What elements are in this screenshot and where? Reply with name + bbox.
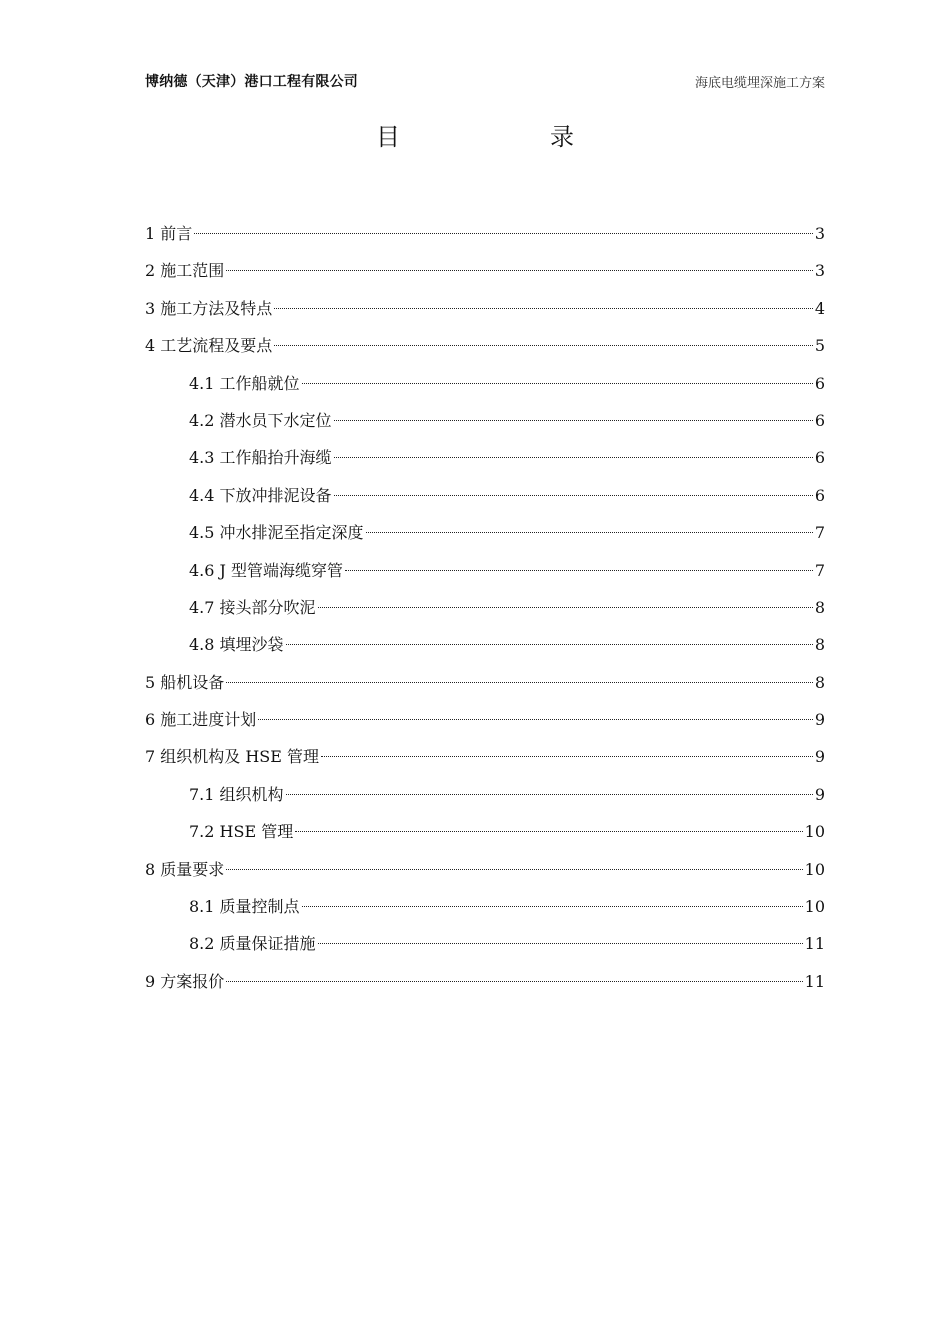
- toc-dot-leader: [321, 756, 813, 757]
- toc-entry[interactable]: [145, 589, 825, 626]
- toc-entry-title: 4.7 接头部分吹泥: [189, 597, 316, 617]
- toc-entry[interactable]: [145, 851, 825, 888]
- toc-dot-leader: [226, 869, 802, 870]
- toc-entry-page-number: 10: [804, 897, 825, 917]
- toc-entry-page-number: 7: [814, 560, 825, 580]
- toc-entry[interactable]: [145, 402, 825, 439]
- toc-entry[interactable]: [145, 290, 825, 327]
- toc-dot-leader: [226, 981, 802, 982]
- toc-dot-leader: [258, 719, 813, 720]
- toc-entry-title: 4.4 下放冲排泥设备: [189, 485, 332, 505]
- toc-entry-page-number: 7: [814, 523, 825, 543]
- toc-entry[interactable]: [145, 514, 825, 551]
- toc-entry-title: 8.1 质量控制点: [189, 897, 300, 917]
- toc-entry-page-number: 6: [814, 373, 825, 393]
- toc-entry-title: 1 前言: [145, 224, 193, 243]
- toc-dot-leader: [334, 420, 813, 421]
- toc-entry-page-number: 9: [814, 710, 825, 730]
- toc-entry[interactable]: [145, 252, 825, 289]
- toc-entry-page-number: 6: [814, 448, 825, 468]
- toc-entry-page-number: 9: [814, 784, 825, 804]
- page-header: [145, 70, 825, 92]
- toc-entry-title: 9 方案报价: [145, 971, 225, 991]
- toc-entry-title: 4.8 填埋沙袋: [189, 635, 284, 655]
- toc-entry-title: 4.1 工作船就位: [189, 373, 300, 393]
- toc-entry-page-number: 10: [804, 859, 825, 879]
- toc-entry[interactable]: [145, 365, 825, 402]
- toc-entry-title: 8 质量要求: [145, 859, 225, 879]
- toc-entry-page-number: 6: [814, 410, 825, 430]
- toc-dot-leader: [345, 570, 813, 571]
- toc-entry-title: 4.3 工作船抬升海缆: [189, 448, 332, 468]
- toc-dot-leader: [302, 906, 803, 907]
- toc-entry[interactable]: [145, 738, 825, 775]
- company-name: 博纳德（天津）港口工程有限公司: [145, 74, 358, 90]
- toc-entry[interactable]: [145, 776, 825, 813]
- toc-entry-title: 2 施工范围: [145, 261, 225, 281]
- toc-entry-page-number: 11: [804, 934, 825, 954]
- toc-entry-title: 6 施工进度计划: [145, 710, 257, 730]
- toc-entry[interactable]: [145, 477, 825, 514]
- document-title: 海底电缆埋深施工方案: [694, 75, 825, 91]
- toc-dot-leader: [286, 794, 813, 795]
- toc-entry[interactable]: [145, 888, 825, 925]
- toc-entry[interactable]: [145, 963, 825, 1000]
- toc-entry-title: 8.2 质量保证措施: [189, 934, 316, 954]
- toc-entry[interactable]: [145, 215, 825, 252]
- toc-entry-title: 4.2 潜水员下水定位: [189, 410, 332, 430]
- toc-dot-leader: [274, 308, 813, 309]
- toc-heading: [0, 117, 950, 151]
- toc-entry-page-number: 6: [814, 485, 825, 505]
- toc-dot-leader: [334, 495, 813, 496]
- toc-dot-leader: [194, 233, 813, 234]
- toc-entry-page-number: 8: [814, 672, 825, 692]
- toc-entry-page-number: 10: [804, 822, 825, 842]
- toc-dot-leader: [366, 532, 813, 533]
- toc-entry[interactable]: [145, 327, 825, 364]
- toc-dot-leader: [226, 270, 813, 271]
- toc-entry-title: 4.5 冲水排泥至指定深度: [189, 523, 364, 543]
- toc-entry-title: 7.1 组织机构: [189, 784, 284, 804]
- toc-dot-leader: [318, 607, 813, 608]
- toc-entry[interactable]: [145, 439, 825, 476]
- table-of-contents: [145, 215, 825, 1000]
- toc-dot-leader: [334, 457, 813, 458]
- toc-entry[interactable]: [145, 925, 825, 962]
- toc-entry-title: 7 组织机构及 HSE 管理: [145, 747, 320, 767]
- toc-entry-page-number: 5: [814, 336, 825, 356]
- toc-dot-leader: [226, 682, 813, 683]
- toc-entry-page-number: 9: [814, 747, 825, 767]
- toc-entry-title: 5 船机设备: [145, 672, 225, 692]
- toc-dot-leader: [286, 644, 813, 645]
- toc-entry[interactable]: [145, 552, 825, 589]
- toc-entry-page-number: 4: [814, 298, 825, 318]
- toc-entry[interactable]: [145, 813, 825, 850]
- toc-entry-title: 4 工艺流程及要点: [145, 336, 273, 356]
- toc-heading-char-1: 目: [376, 122, 400, 151]
- toc-dot-leader: [274, 345, 813, 346]
- toc-entry-title: 4.6 J 型管端海缆穿管: [189, 560, 344, 580]
- toc-entry-page-number: 8: [814, 597, 825, 617]
- toc-dot-leader: [318, 943, 803, 944]
- toc-entry-page-number: 3: [814, 261, 825, 281]
- toc-entry-title: 3 施工方法及特点: [145, 298, 273, 318]
- toc-entry-page-number: 11: [804, 971, 825, 991]
- toc-dot-leader: [295, 831, 802, 832]
- toc-dot-leader: [302, 383, 813, 384]
- toc-entry-title: 7.2 HSE 管理: [189, 822, 294, 842]
- toc-entry-page-number: 8: [814, 635, 825, 655]
- toc-entry[interactable]: [145, 626, 825, 663]
- toc-entry[interactable]: [145, 664, 825, 701]
- toc-entry[interactable]: [145, 701, 825, 738]
- toc-entry-page-number: 3: [814, 224, 825, 243]
- toc-heading-char-2: 录: [550, 122, 574, 151]
